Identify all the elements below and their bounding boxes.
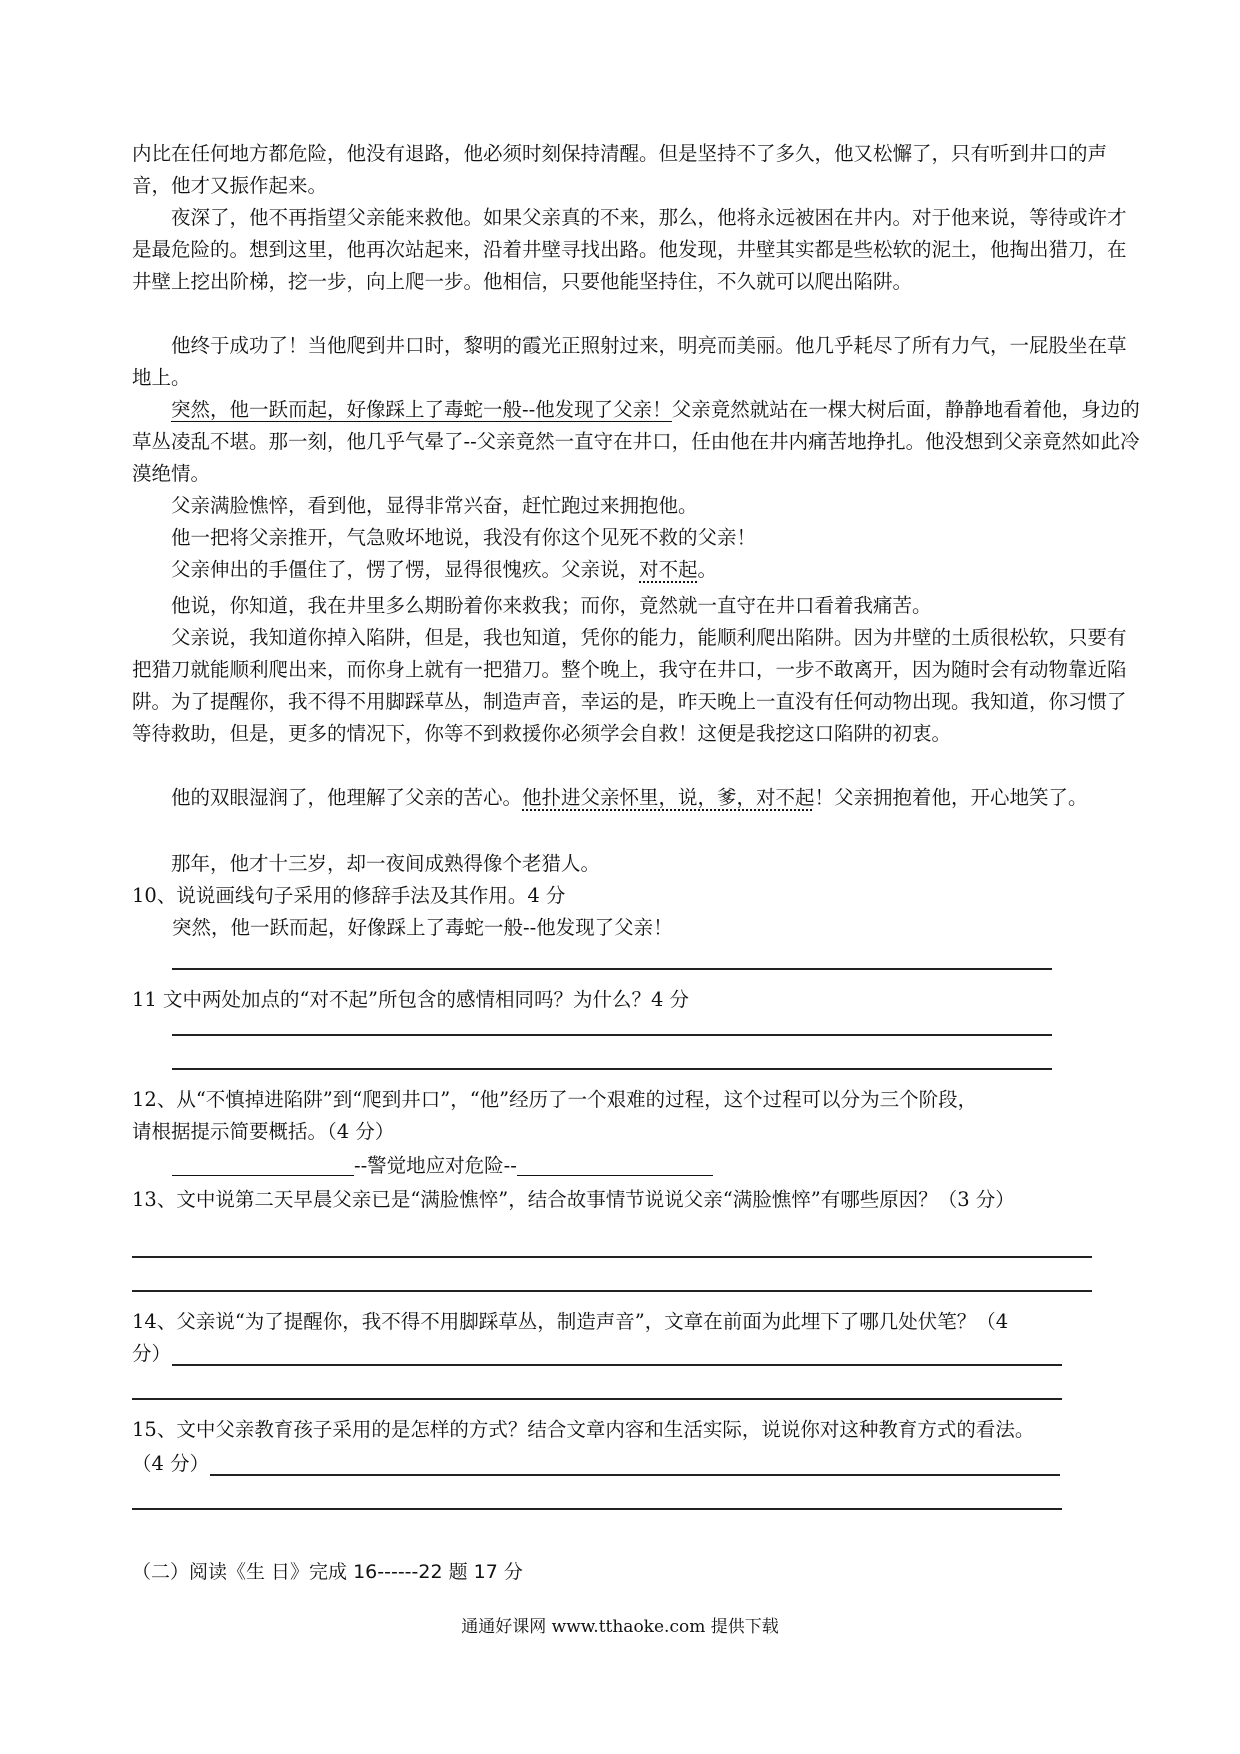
dotted-apology-2: 他扑进父亲怀里，说，爹，对不起 <box>522 786 815 809</box>
answer-line-13a[interactable] <box>132 1256 1092 1258</box>
passage-paragraph-4 <box>132 394 1142 490</box>
answer-line-15b[interactable] <box>132 1508 1062 1510</box>
answer-line-14b[interactable] <box>132 1398 1062 1400</box>
question-14: 14、父亲说“为了提醒你，我不得不用脚踩草丛，制造声音”，文章在前面为此埋下了哪几处伏笔？（4 <box>132 1310 1009 1333</box>
answer-line-11b[interactable] <box>172 1068 1052 1070</box>
answer-line-11a[interactable] <box>172 1034 1052 1036</box>
question-12-cont: 请根据提示简要概括。（4 分） <box>132 1120 395 1143</box>
answer-line-15a[interactable] <box>210 1474 1060 1476</box>
underlined-sentence: 突然，他一跃而起，好像踩上了毒蛇一般--他发现了父亲！ <box>171 398 672 421</box>
question-12-prompt <box>172 1150 713 1182</box>
blank-stage-1[interactable] <box>172 1153 354 1176</box>
paragraph-7-end: 。 <box>697 558 718 581</box>
dotted-apology-1: 对不起 <box>639 558 698 581</box>
passage-paragraph-7 <box>132 554 1142 586</box>
passage-paragraph-11: 那年，他才十三岁，却一夜间成熟得像个老猎人。 <box>171 852 601 875</box>
question-10: 10、说说画线句子采用的修辞手法及其作用。4 分 <box>132 884 566 907</box>
question-11: 11 文中两处加点的“对不起”所包含的感情相同吗？为什么？4 分 <box>132 988 690 1011</box>
question-14-cont: 分） <box>132 1342 172 1365</box>
paragraph-10-end: ！父亲拥抱着他，开心地笑了。 <box>814 786 1088 809</box>
passage-paragraph-2: 夜深了，他不再指望父亲能来救他。如果父亲真的不来，那么，他将永远被困在井内。对于他来说，等待或许才是最危险的。想到这里，他再次站起来，沿着井壁寻找出路。他发现，井壁其实都是些松软的泥土，他掏出猎刀，在井壁上挖出阶梯，挖一步，向上爬一步。他相信，只要他能坚持住，不久就可以爬出陷阱。 <box>132 206 1127 293</box>
passage-paragraph-5: 父亲满脸憔悴，看到他，显得非常兴奋，赶忙跑过来拥抱他。 <box>171 494 698 517</box>
passage-paragraph-8: 他说，你知道，我在井里多么期盼着你来救我；而你，竟然就一直守在井口看着我痛苦。 <box>171 594 932 617</box>
paragraph-7-text: 父亲伸出的手僵住了，愣了愣，显得很愧疚。父亲说， <box>171 558 640 581</box>
passage-paragraph-9: 父亲说，我知道你掉入陷阱，但是，我也知道，凭你的能力，能顺利爬出陷阱。因为井壁的土质很松软，只要有把猎刀就能顺利爬出来，而你身上就有一把猎刀。整个晚上，我守在井口，一步不敢离开，因为随时会有动物靠近陷阱。为了提醒你，我不得不用脚踩草丛，制造声音，幸运的是，昨天晚上一直没有任何动物出现。我知道，你习惯了等待救助，但是，更多的情况下，你等不到救援你必须学会自救！这便是我挖这口陷阱的初衷。 <box>132 626 1127 745</box>
passage-paragraph-10 <box>132 782 1142 814</box>
question-12: 12、从“不慎掉进陷阱”到“爬到井口”，“他”经历了一个艰难的过程，这个过程可以分为三个阶段， <box>132 1088 978 1111</box>
passage-paragraph-6: 他一把将父亲推开，气急败坏地说，我没有你这个见死不救的父亲！ <box>171 526 757 549</box>
answer-line-10[interactable] <box>172 968 1052 970</box>
question-13: 13、文中说第二天早晨父亲已是“满脸憔悴”，结合故事情节说说父亲“满脸憔悴”有哪些原因？（3 分） <box>132 1188 1015 1211</box>
stage-2-hint: --警觉地应对危险-- <box>354 1154 517 1177</box>
question-10-quote: 突然，他一跃而起，好像踩上了毒蛇一般--他发现了父亲！ <box>172 916 673 939</box>
page-footer: 通通好课网 www.tthaoke.com 提供下载 <box>461 1617 779 1637</box>
answer-line-13b[interactable] <box>132 1290 1092 1292</box>
passage-paragraph-1: 内比在任何地方都危险，他没有退路，他必须时刻保持清醒。但是坚持不了多久，他又松懈了，只有听到井口的声音，他才又振作起来。 <box>132 142 1108 197</box>
blank-stage-3[interactable] <box>517 1153 713 1176</box>
answer-line-14a[interactable] <box>172 1364 1062 1366</box>
paragraph-4-rest: 父亲竟然就站在一棵大树后面，静静地看着他，身边的草丛凌乱不堪。那一刻，他几乎气晕了--父亲竟然一直守在井口，任由他在井内痛苦地挣扎。他没想到父亲竟然如此冷漠绝情。 <box>132 398 1140 485</box>
question-15-points: （4 分） <box>132 1452 210 1475</box>
section-2-heading: （二）阅读《生 日》完成 16------22 题 17 分 <box>132 1561 523 1583</box>
passage-paragraph-3: 他终于成功了！当他爬到井口时，黎明的霞光正照射过来，明亮而美丽。他几乎耗尽了所有力气，一屁股坐在草地上。 <box>132 334 1127 389</box>
paragraph-10-text: 他的双眼湿润了，他理解了父亲的苦心。 <box>171 786 523 809</box>
question-15: 15、文中父亲教育孩子采用的是怎样的方式？结合文章内容和生活实际，说说你对这种教育方式的看法。 <box>132 1418 1035 1441</box>
